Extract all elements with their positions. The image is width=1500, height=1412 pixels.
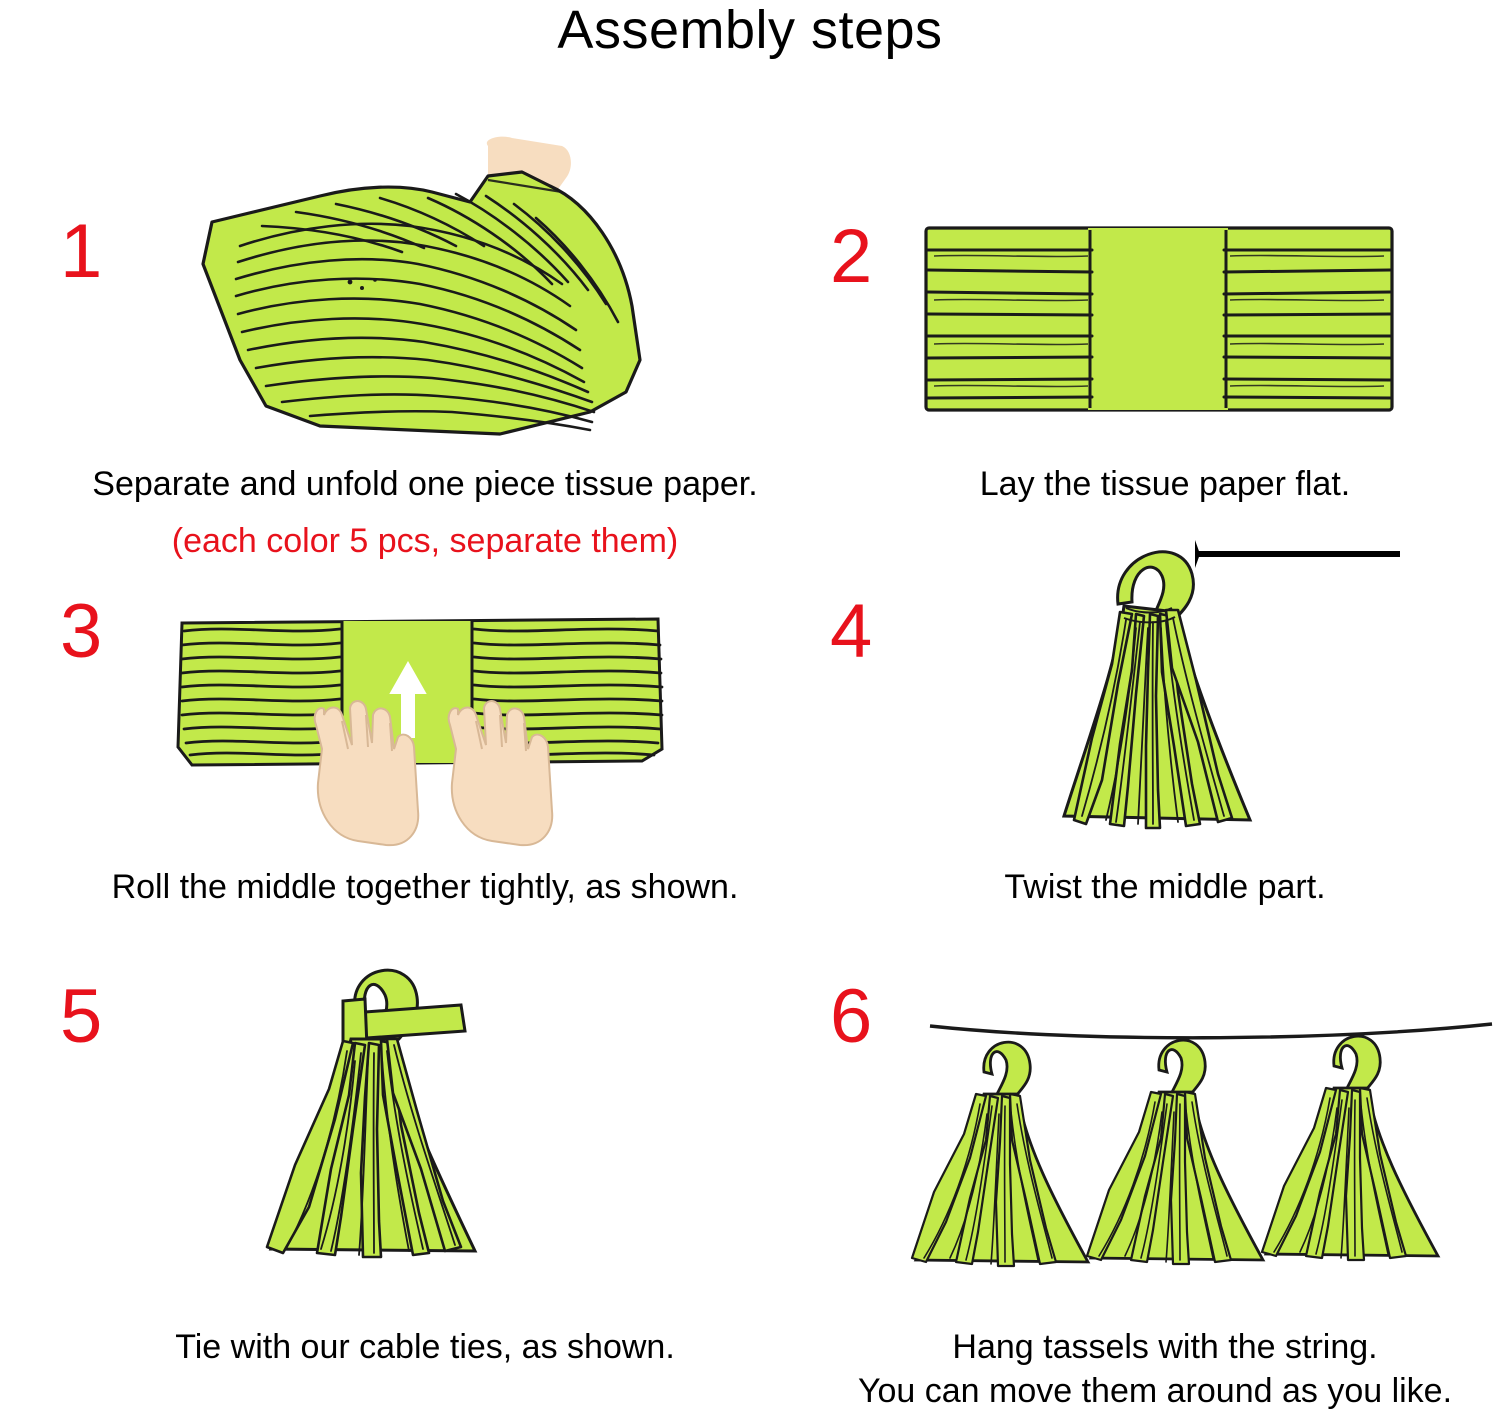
step-3-number: 3 (60, 588, 103, 674)
step-1-number: 1 (60, 208, 103, 294)
step-5-caption: Tie with our cable ties, as shown. (175, 1327, 675, 1366)
step-2-illustration (920, 214, 1400, 424)
tassel-b (1087, 1040, 1263, 1264)
step-1-illustration (170, 134, 650, 444)
step-3-illustration (172, 597, 672, 867)
step-5-illustration (225, 939, 645, 1269)
step-6-illustration (900, 994, 1500, 1294)
step-6-number: 6 (830, 973, 873, 1059)
step-6-caption: Hang tassels with the string. (952, 1327, 1378, 1366)
pointer-arrow (1195, 540, 1400, 568)
step-4-caption: Twist the middle part. (1004, 867, 1326, 906)
step-6-subcaption: You can move them around as you like. (857, 1371, 1453, 1410)
step-2-number: 2 (830, 213, 873, 299)
tassel-a (912, 1042, 1088, 1266)
page-title: Assembly steps (557, 0, 943, 60)
step-2-caption: Lay the tissue paper flat. (979, 464, 1351, 503)
step-4-number: 4 (830, 588, 873, 674)
step-3-caption: Roll the middle together tightly, as shown. (111, 867, 739, 906)
step-4-illustration (1020, 524, 1490, 854)
step-5-number: 5 (60, 973, 103, 1059)
step-1-caption: Separate and unfold one piece tissue paper. (92, 464, 758, 503)
tassel-c (1262, 1036, 1438, 1260)
step-1-subcaption: (each color 5 pcs, separate them) (171, 521, 679, 560)
